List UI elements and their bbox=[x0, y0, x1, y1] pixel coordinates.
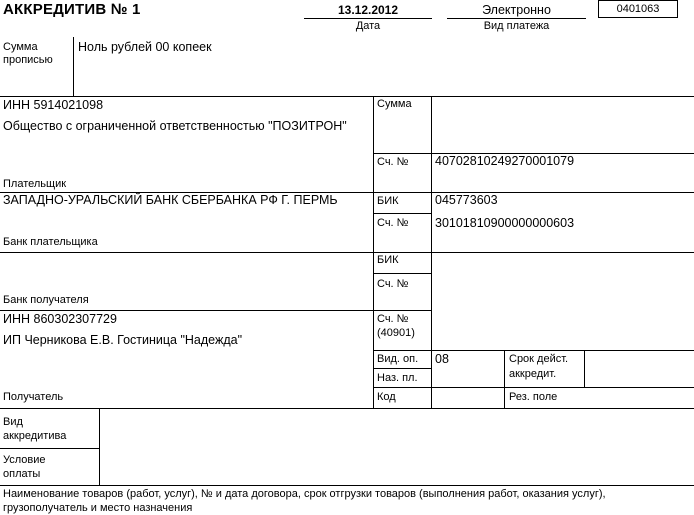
purpose-label: Наз. пл. bbox=[377, 372, 418, 384]
res-field-label: Рез. поле bbox=[509, 391, 558, 403]
rule-96 bbox=[0, 96, 694, 97]
rule-485 bbox=[0, 485, 694, 486]
rule-310 bbox=[0, 310, 431, 311]
amount-words-divider bbox=[73, 37, 74, 96]
payee-bank-account-label: Сч. № bbox=[377, 278, 409, 290]
rule-408 bbox=[0, 408, 694, 409]
payer-bank-bik-value: 045773603 bbox=[435, 193, 498, 207]
amount-words-value: Ноль рублей 00 копеек bbox=[78, 40, 212, 54]
payee-account-sub-label: (40901) bbox=[377, 327, 415, 339]
payer-account-label: Сч. № bbox=[377, 156, 409, 168]
rule-368 bbox=[373, 368, 431, 369]
sum-label: Сумма bbox=[377, 98, 412, 110]
payer-bank-bik-label: БИК bbox=[377, 195, 399, 207]
payment-condition-label-1: Условие bbox=[3, 454, 46, 466]
rule-252 bbox=[0, 252, 694, 253]
payer-name: Общество с ограниченной ответственностью "ПОЗИТРОН" bbox=[3, 119, 347, 133]
rule-350 bbox=[373, 350, 694, 351]
date-underline bbox=[304, 18, 432, 19]
payer-inn: ИНН 5914021098 bbox=[3, 98, 104, 112]
payer-bank-name: ЗАПАДНО-УРАЛЬСКИЙ БАНК СБЕРБАНКА РФ Г. ПЕРМЬ bbox=[3, 193, 338, 207]
payment-type-underline bbox=[447, 18, 586, 19]
payer-bank-account-label: Сч. № bbox=[377, 217, 409, 229]
date-value: 13.12.2012 bbox=[337, 3, 399, 17]
form-code-box bbox=[598, 0, 678, 18]
amount-words-label-2: прописью bbox=[3, 54, 53, 66]
payer-label: Плательщик bbox=[3, 178, 67, 190]
rule-448 bbox=[0, 448, 99, 449]
date-label: Дата bbox=[355, 20, 381, 32]
payer-bank-account-value: 30101810900000000603 bbox=[435, 216, 575, 230]
document-title: АККРЕДИТИВ № 1 bbox=[3, 1, 141, 18]
col-divider-584 bbox=[584, 350, 585, 387]
lc-type-label-1: Вид bbox=[3, 416, 23, 428]
payment-type-value: Электронно bbox=[482, 3, 551, 17]
payer-bank-label: Банк плательщика bbox=[3, 236, 98, 248]
form-code: 0401063 bbox=[616, 3, 660, 15]
payee-bank-label: Банк получателя bbox=[3, 294, 89, 306]
payer-account-value: 40702810249270001079 bbox=[435, 154, 575, 168]
payee-label: Получатель bbox=[3, 391, 64, 403]
rule-387 bbox=[373, 387, 694, 388]
rule-213 bbox=[373, 213, 431, 214]
col-divider-504 bbox=[504, 350, 505, 408]
payee-name: ИП Черникова Е.В. Гостиница "Надежда" bbox=[3, 333, 243, 347]
goods-label-1: Наименование товаров (работ, услуг), № и дата договора, срок отгрузки товаров (выполнения работ, оказания услуг), bbox=[3, 488, 606, 500]
validity-label-2: аккредит. bbox=[509, 368, 557, 380]
payee-bank-bik-label: БИК bbox=[377, 254, 399, 266]
payment-condition-label-2: оплаты bbox=[3, 468, 41, 480]
lc-type-label-2: аккредитива bbox=[3, 430, 67, 442]
goods-label-2: грузополучатель и место назначения bbox=[3, 502, 193, 514]
op-type-label: Вид. оп. bbox=[377, 353, 419, 365]
lc-terms-divider bbox=[99, 408, 100, 485]
code-label: Код bbox=[377, 391, 396, 403]
rule-273 bbox=[373, 273, 431, 274]
amount-words-label-1: Сумма bbox=[3, 41, 38, 53]
payment-type-label: Вид платежа bbox=[483, 20, 550, 32]
op-type-value: 08 bbox=[435, 352, 449, 366]
payee-account-label: Сч. № bbox=[377, 313, 409, 325]
payee-inn: ИНН 860302307729 bbox=[3, 312, 117, 326]
validity-label-1: Срок дейст. bbox=[509, 353, 569, 365]
